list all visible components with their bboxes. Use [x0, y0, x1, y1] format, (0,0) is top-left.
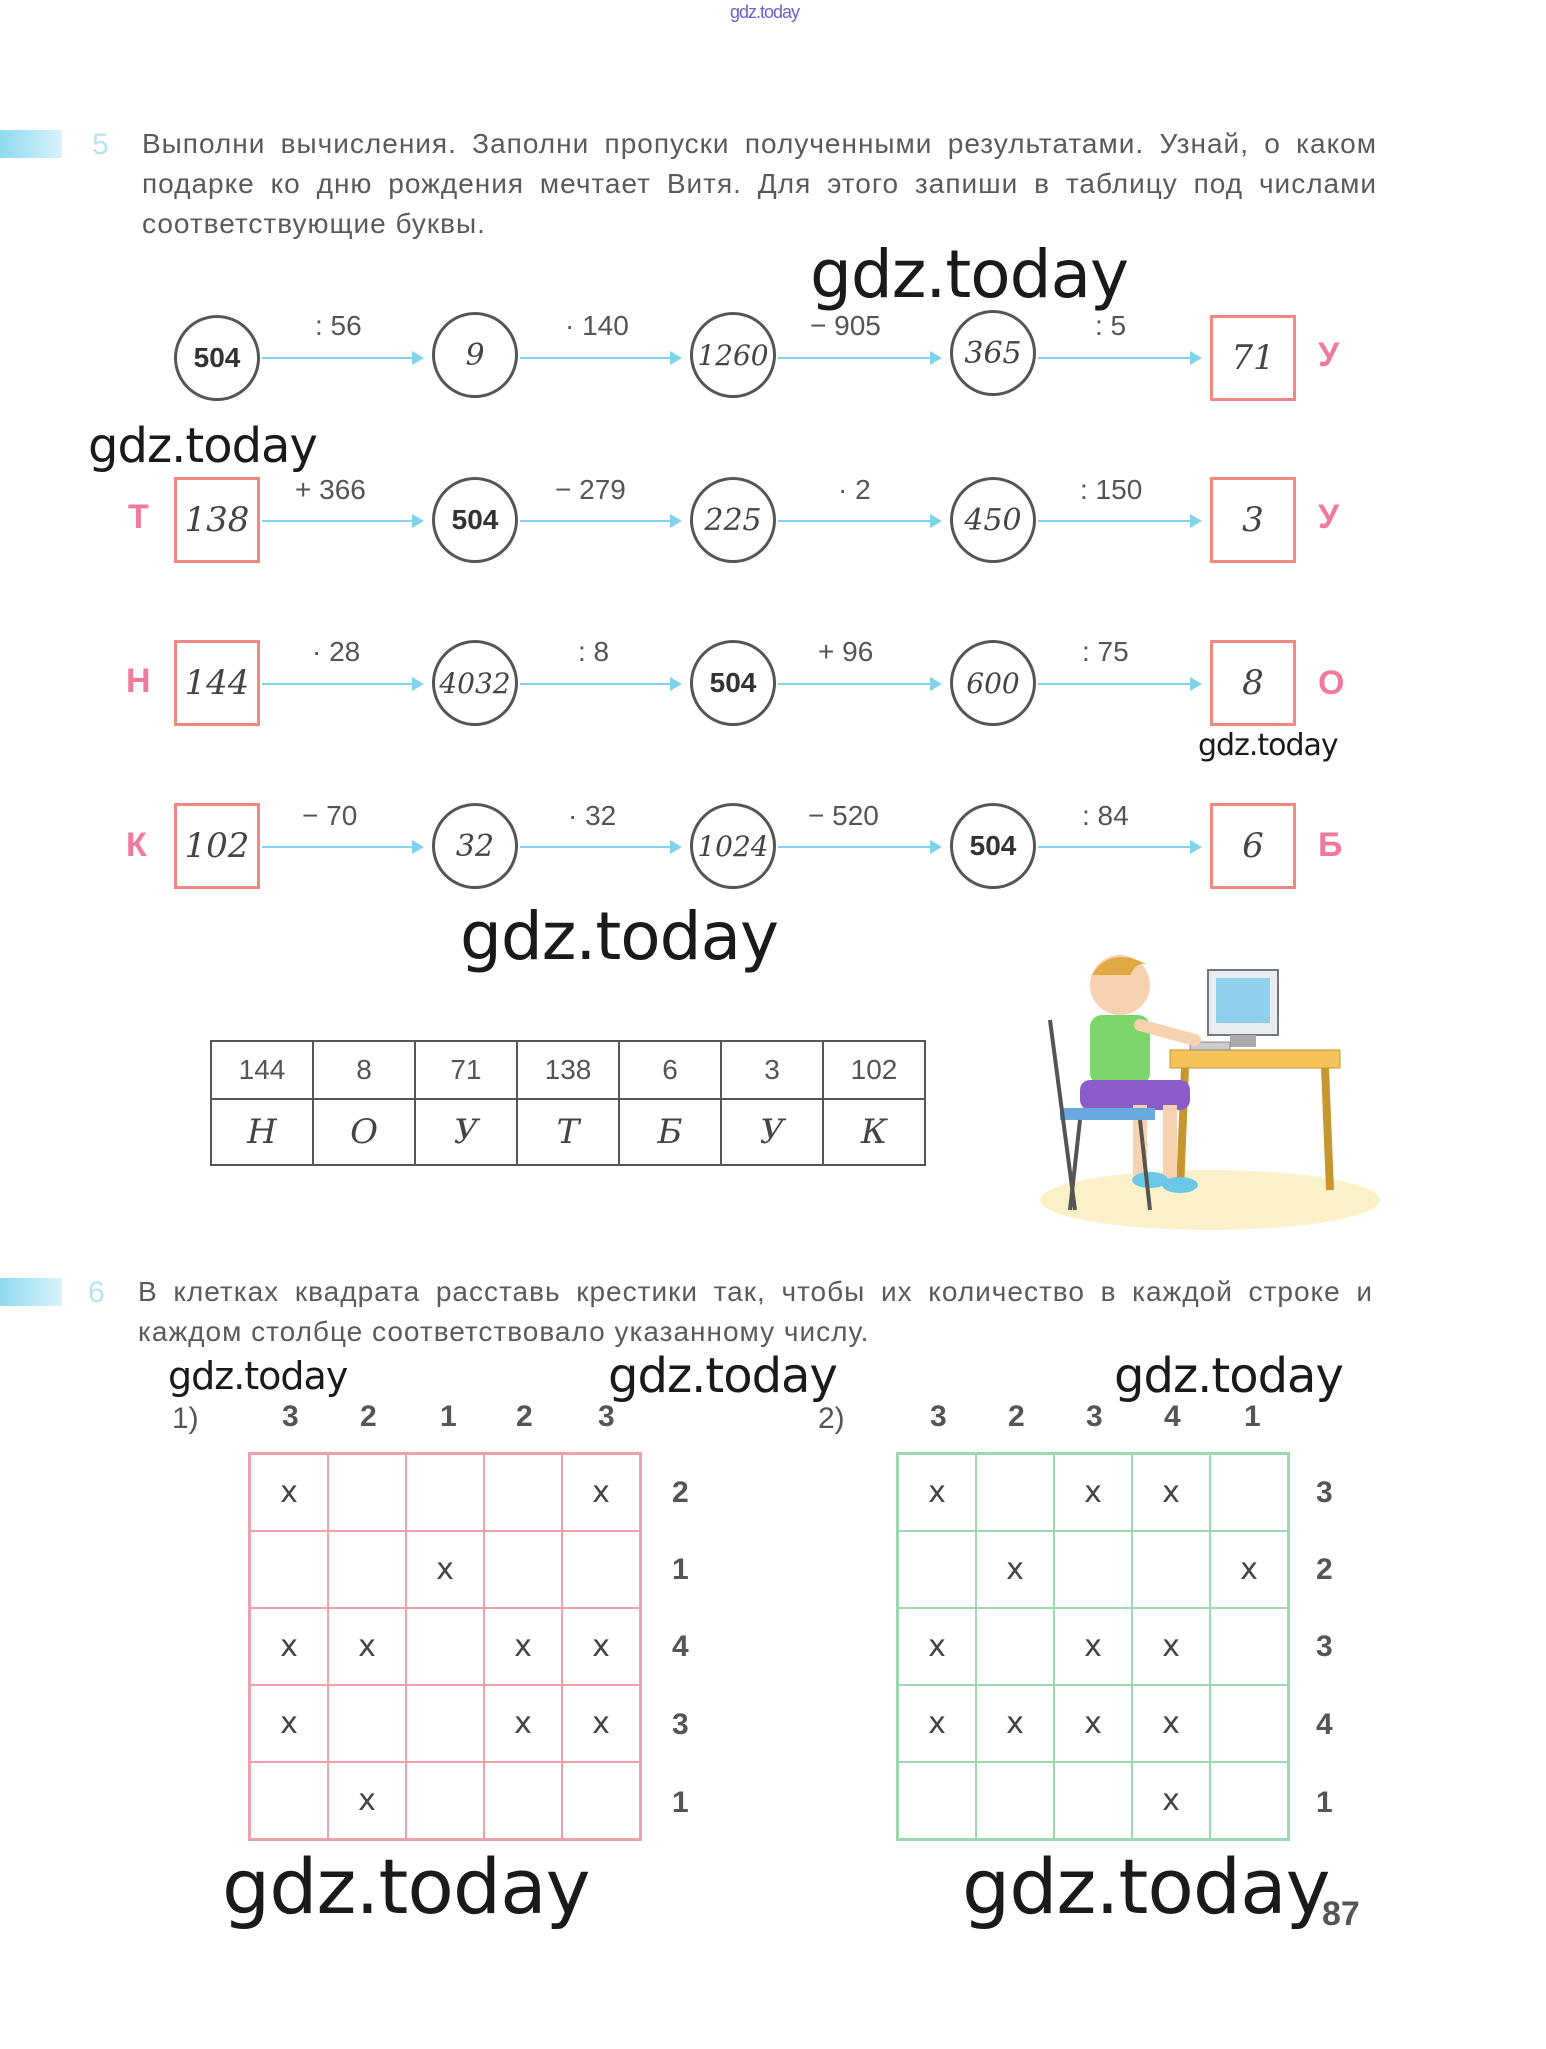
grid-cell[interactable]: x	[898, 1454, 976, 1531]
grid-cell[interactable]: x	[250, 1608, 328, 1685]
task-tab-5	[0, 130, 62, 158]
arrow	[1038, 683, 1200, 685]
page-number: 87	[1322, 1895, 1360, 1933]
grid-cell[interactable]	[406, 1454, 484, 1531]
chain-node: 450	[950, 477, 1036, 563]
table-number: 144	[211, 1041, 313, 1099]
watermark: gdz.today	[962, 1842, 1330, 1931]
chain-node: 32	[432, 803, 518, 889]
operation-label: + 96	[818, 636, 874, 667]
chain-node: 9	[432, 312, 518, 398]
operation-label: : 8	[578, 636, 610, 667]
grid-cell[interactable]: x	[1054, 1454, 1132, 1531]
chain-node: 4032	[432, 640, 518, 726]
table-number: 71	[415, 1041, 517, 1099]
start-box: 102	[174, 803, 260, 889]
grid-cell[interactable]: x	[976, 1685, 1054, 1762]
grid-cell[interactable]	[976, 1762, 1054, 1839]
grid-cell[interactable]	[898, 1531, 976, 1608]
task-5-text: Выполни вычисления. Заполни пропуски полученными результатами. Узнай, о каком подарке ко дню рождения мечтает Витя. Для этого запиши в таблицу под числами соответствующие буквы.	[142, 128, 1377, 239]
table-number: 138	[517, 1041, 619, 1099]
arrow	[1038, 846, 1200, 848]
task-5-number: 5	[92, 128, 109, 161]
watermark: gdz.today	[222, 1842, 590, 1931]
answer-table	[210, 1040, 926, 1166]
row-letter: У	[1318, 336, 1340, 374]
grid-cell[interactable]: x	[484, 1608, 562, 1685]
grid-cell[interactable]: x	[406, 1531, 484, 1608]
grid-cell[interactable]	[484, 1454, 562, 1531]
arrow	[262, 357, 422, 359]
column-count: 3	[598, 1400, 615, 1433]
watermark: gdz.today	[810, 236, 1129, 313]
arrow	[520, 846, 680, 848]
arrow	[520, 683, 680, 685]
grid-cell[interactable]: x	[1132, 1608, 1210, 1685]
grid-cell[interactable]	[250, 1762, 328, 1839]
grid-cell[interactable]: x	[1210, 1531, 1288, 1608]
result-box: 71	[1210, 315, 1296, 401]
grid-cell[interactable]: x	[1054, 1608, 1132, 1685]
arrow	[520, 520, 680, 522]
arrow	[262, 846, 422, 848]
start-box: 144	[174, 640, 260, 726]
table-letter: Т	[517, 1099, 619, 1165]
row-count: 3	[1316, 1476, 1333, 1509]
row-count: 1	[672, 1553, 689, 1586]
result-box: 8	[1210, 640, 1296, 726]
operation-label: · 2	[838, 474, 871, 505]
task-6-text: В клетках квадрата расставь крестики так, чтобы их количество в каждой строке и каждом столбце соответствовало указанному числу.	[138, 1276, 1373, 1347]
chain-node: 365	[950, 310, 1036, 396]
result-box: 6	[1210, 803, 1296, 889]
column-count: 3	[930, 1400, 947, 1433]
row-count: 2	[672, 1476, 689, 1509]
grid-cell[interactable]	[562, 1531, 640, 1608]
table-letter: О	[313, 1099, 415, 1165]
start-box: 138	[174, 477, 260, 563]
grid-cell[interactable]	[562, 1762, 640, 1839]
watermark: gdz.today	[608, 1348, 837, 1404]
table-letter: Б	[619, 1099, 721, 1165]
arrow	[778, 357, 940, 359]
grid-cell[interactable]	[250, 1531, 328, 1608]
grid-cell[interactable]	[1054, 1762, 1132, 1839]
grid-cell[interactable]: x	[898, 1685, 976, 1762]
chain-node: 504	[690, 640, 776, 726]
table-letter: К	[823, 1099, 925, 1165]
arrow	[1038, 520, 1200, 522]
row-letter: К	[126, 826, 147, 864]
operation-label: : 5	[1095, 310, 1127, 341]
grid-cell[interactable]	[1132, 1531, 1210, 1608]
row-count: 1	[672, 1786, 689, 1819]
grid-cell[interactable]	[976, 1454, 1054, 1531]
grid-cell[interactable]: x	[1132, 1454, 1210, 1531]
watermark: gdz.today	[460, 898, 779, 975]
grid-cell[interactable]: x	[898, 1608, 976, 1685]
table-letter: У	[721, 1099, 823, 1165]
operation-label: − 279	[555, 474, 626, 505]
operation-label: · 140	[565, 310, 629, 341]
grid-cell[interactable]: x	[1132, 1685, 1210, 1762]
watermark: gdz.today	[1198, 728, 1338, 763]
row-letter: У	[1318, 498, 1340, 536]
grid-1	[248, 1452, 642, 1841]
grid-cell[interactable]	[1210, 1685, 1288, 1762]
row-letter: Б	[1318, 826, 1343, 864]
grid-cell[interactable]	[406, 1762, 484, 1839]
row-count: 4	[1316, 1708, 1333, 1741]
table-letter: У	[415, 1099, 517, 1165]
chain-node: 225	[690, 477, 776, 563]
chain-node: 1260	[690, 312, 776, 398]
column-count: 3	[1086, 1400, 1103, 1433]
watermark-top: gdz.today	[730, 2, 800, 22]
operation-label: + 366	[295, 474, 366, 505]
arrow	[778, 683, 940, 685]
chain-node: 504	[432, 477, 518, 563]
grid-cell[interactable]	[898, 1762, 976, 1839]
row-letter: Т	[128, 498, 149, 536]
arrow	[1038, 357, 1200, 359]
arrow	[520, 357, 680, 359]
grid-cell[interactable]: x	[976, 1531, 1054, 1608]
task-tab-6	[0, 1278, 62, 1306]
operation-label: − 905	[810, 310, 881, 341]
row-count: 1	[1316, 1786, 1333, 1819]
grid-cell[interactable]	[406, 1685, 484, 1762]
chain-node: 1024	[690, 803, 776, 889]
boy-at-computer-illustration	[1020, 930, 1380, 1230]
grid-cell[interactable]: x	[562, 1608, 640, 1685]
grid-cell[interactable]: x	[328, 1608, 406, 1685]
grid-cell[interactable]	[484, 1531, 562, 1608]
column-count: 3	[282, 1400, 299, 1433]
grid-cell[interactable]: x	[562, 1685, 640, 1762]
row-letter: Н	[126, 662, 151, 700]
table-number: 3	[721, 1041, 823, 1099]
grid-cell[interactable]: x	[1054, 1685, 1132, 1762]
operation-label: : 75	[1082, 636, 1129, 667]
operation-label: : 150	[1080, 474, 1143, 505]
row-count: 3	[672, 1708, 689, 1741]
grid-cell[interactable]: x	[484, 1685, 562, 1762]
column-count: 2	[360, 1400, 377, 1433]
watermark: gdz.today	[88, 418, 317, 474]
row-count: 4	[672, 1630, 689, 1663]
grid-cell[interactable]	[328, 1531, 406, 1608]
watermark: gdz.today	[168, 1354, 348, 1398]
column-count: 2	[516, 1400, 533, 1433]
column-count: 2	[1008, 1400, 1025, 1433]
operation-label: · 28	[312, 636, 361, 667]
grid-1-label: 1)	[172, 1402, 199, 1435]
grid-cell[interactable]	[484, 1762, 562, 1839]
grid-cell[interactable]	[1210, 1454, 1288, 1531]
column-count: 4	[1164, 1400, 1181, 1433]
operation-label: · 32	[568, 800, 617, 831]
row-count: 2	[1316, 1553, 1333, 1586]
operation-label: − 520	[808, 800, 879, 831]
arrow	[262, 520, 422, 522]
grid-cell[interactable]: x	[328, 1762, 406, 1839]
grid-cell[interactable]: x	[1132, 1762, 1210, 1839]
column-count: 1	[1244, 1400, 1261, 1433]
grid-cell[interactable]	[1210, 1608, 1288, 1685]
arrow	[778, 520, 940, 522]
task-6-number: 6	[88, 1276, 105, 1309]
grid-cell[interactable]	[976, 1608, 1054, 1685]
operation-label: : 56	[315, 310, 362, 341]
grid-cell[interactable]	[328, 1454, 406, 1531]
row-letter: О	[1318, 664, 1345, 702]
operation-label: − 70	[302, 800, 358, 831]
chain-node: 504	[174, 315, 260, 401]
chain-node: 504	[950, 803, 1036, 889]
grid-2-label: 2)	[818, 1402, 845, 1435]
grid-cell[interactable]	[328, 1685, 406, 1762]
table-letter: Н	[211, 1099, 313, 1165]
grid-cell[interactable]	[1054, 1531, 1132, 1608]
grid-cell[interactable]: x	[250, 1454, 328, 1531]
grid-cell[interactable]: x	[562, 1454, 640, 1531]
grid-cell[interactable]: x	[250, 1685, 328, 1762]
column-count: 1	[440, 1400, 457, 1433]
result-box: 3	[1210, 477, 1296, 563]
arrow	[778, 846, 940, 848]
grid-cell[interactable]	[406, 1608, 484, 1685]
table-number: 6	[619, 1041, 721, 1099]
operation-label: : 84	[1082, 800, 1129, 831]
table-number: 8	[313, 1041, 415, 1099]
watermark: gdz.today	[1114, 1348, 1343, 1404]
chain-node: 600	[950, 640, 1036, 726]
grid-cell[interactable]	[1210, 1762, 1288, 1839]
grid-2	[896, 1452, 1290, 1841]
row-count: 3	[1316, 1630, 1333, 1663]
arrow	[262, 683, 422, 685]
table-number: 102	[823, 1041, 925, 1099]
